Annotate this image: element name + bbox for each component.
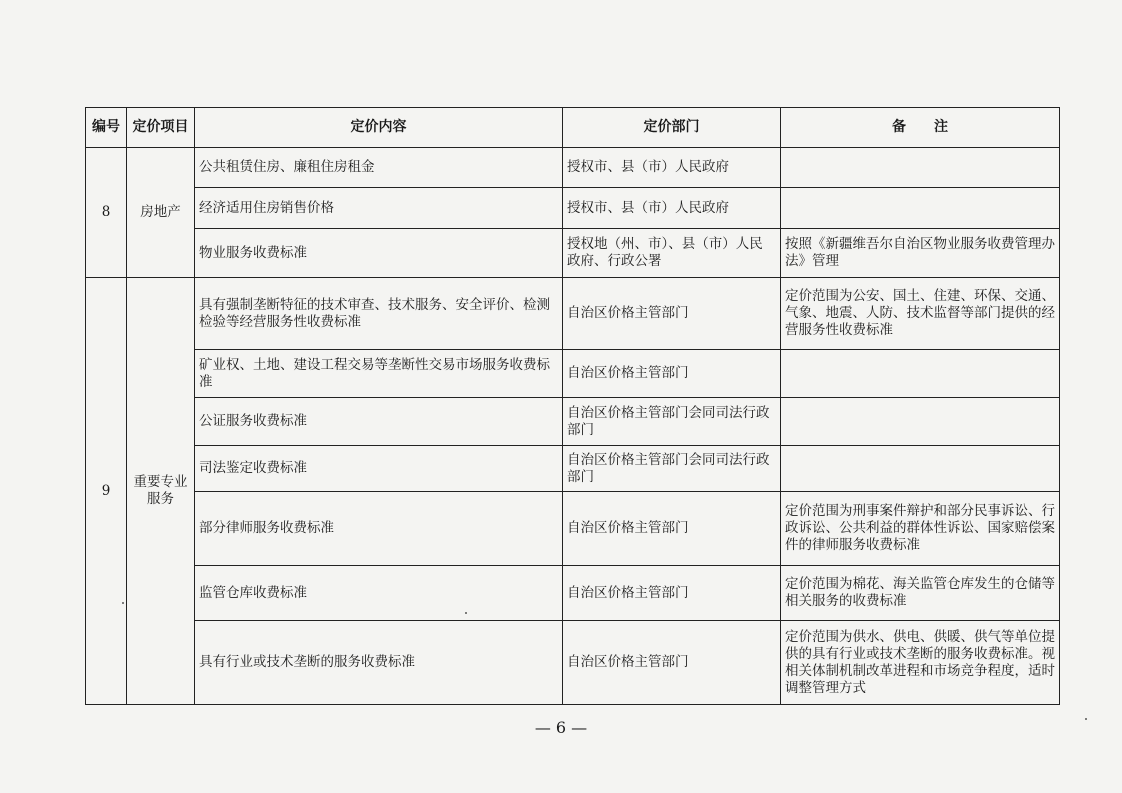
- row-note: [781, 446, 1060, 492]
- table-row: [86, 398, 1060, 446]
- header-content: 定价内容: [195, 108, 563, 148]
- row-dept: 自治区价格主管部门会同司法行政部门: [563, 398, 781, 446]
- scan-speck: [465, 612, 467, 614]
- row-dept: 授权市、县（市）人民政府: [563, 188, 781, 229]
- row-note: 按照《新疆维吾尔自治区物业服务收费管理办法》管理: [781, 229, 1060, 278]
- table-row: [86, 566, 1060, 621]
- row-content: 公证服务收费标准: [195, 398, 563, 446]
- header-row: [86, 108, 1060, 148]
- scan-speck: [1085, 718, 1087, 720]
- row-dept: 授权市、县（市）人民政府: [563, 148, 781, 188]
- row-content: 具有强制垄断特征的技术审查、技术服务、安全评价、检测检验等经营服务性收费标准: [195, 278, 563, 350]
- row-note: [781, 398, 1060, 446]
- row-dept: 自治区价格主管部门会同司法行政部门: [563, 446, 781, 492]
- table-row: [86, 621, 1060, 705]
- table-row: [86, 229, 1060, 278]
- table-row: [86, 278, 1060, 350]
- scan-speck: [122, 602, 124, 604]
- row-dept: 自治区价格主管部门: [563, 621, 781, 705]
- row-content: 公共租赁住房、廉租住房租金: [195, 148, 563, 188]
- group-item: 房地产: [127, 148, 195, 278]
- row-content: 物业服务收费标准: [195, 229, 563, 278]
- row-dept: 自治区价格主管部门: [563, 278, 781, 350]
- row-note: [781, 148, 1060, 188]
- row-content: 经济适用住房销售价格: [195, 188, 563, 229]
- row-dept: 自治区价格主管部门: [563, 566, 781, 621]
- table-row: [86, 148, 1060, 188]
- group-number: 8: [86, 148, 127, 278]
- group-item: 重要专业服务: [127, 278, 195, 705]
- row-note: 定价范围为棉花、海关监管仓库发生的仓储等相关服务的收费标准: [781, 566, 1060, 621]
- group-number: 9: [86, 278, 127, 705]
- row-dept: 自治区价格主管部门: [563, 350, 781, 398]
- row-note: [781, 350, 1060, 398]
- table-row: [86, 492, 1060, 566]
- pricing-table: [85, 107, 1060, 705]
- page-number: — 6 —: [534, 718, 588, 737]
- row-note: 定价范围为供水、供电、供暖、供气等单位提供的具有行业或技术垄断的服务收费标准。视相关体制机制改革进程和市场竞争程度，适时调整管理方式: [781, 621, 1060, 705]
- header-note: 备 注: [781, 108, 1060, 148]
- header-item: 定价项目: [127, 108, 195, 148]
- row-content: 部分律师服务收费标准: [195, 492, 563, 566]
- row-content: 具有行业或技术垄断的服务收费标准: [195, 621, 563, 705]
- header-no: 编号: [86, 108, 127, 148]
- row-dept: 授权地（州、市）、县（市）人民政府、行政公署: [563, 229, 781, 278]
- table-row: [86, 446, 1060, 492]
- row-note: [781, 188, 1060, 229]
- table-row: [86, 188, 1060, 229]
- row-note: 定价范围为刑事案件辩护和部分民事诉讼、行政诉讼、公共利益的群体性诉讼、国家赔偿案件的律师服务收费标准: [781, 492, 1060, 566]
- header-dept: 定价部门: [563, 108, 781, 148]
- row-content: 矿业权、土地、建设工程交易等垄断性交易市场服务收费标准: [195, 350, 563, 398]
- row-content: 监管仓库收费标准: [195, 566, 563, 621]
- row-dept: 自治区价格主管部门: [563, 492, 781, 566]
- row-content: 司法鉴定收费标准: [195, 446, 563, 492]
- table-row: [86, 350, 1060, 398]
- row-note: 定价范围为公安、国土、住建、环保、交通、气象、地震、人防、技术监督等部门提供的经营服务性收费标准: [781, 278, 1060, 350]
